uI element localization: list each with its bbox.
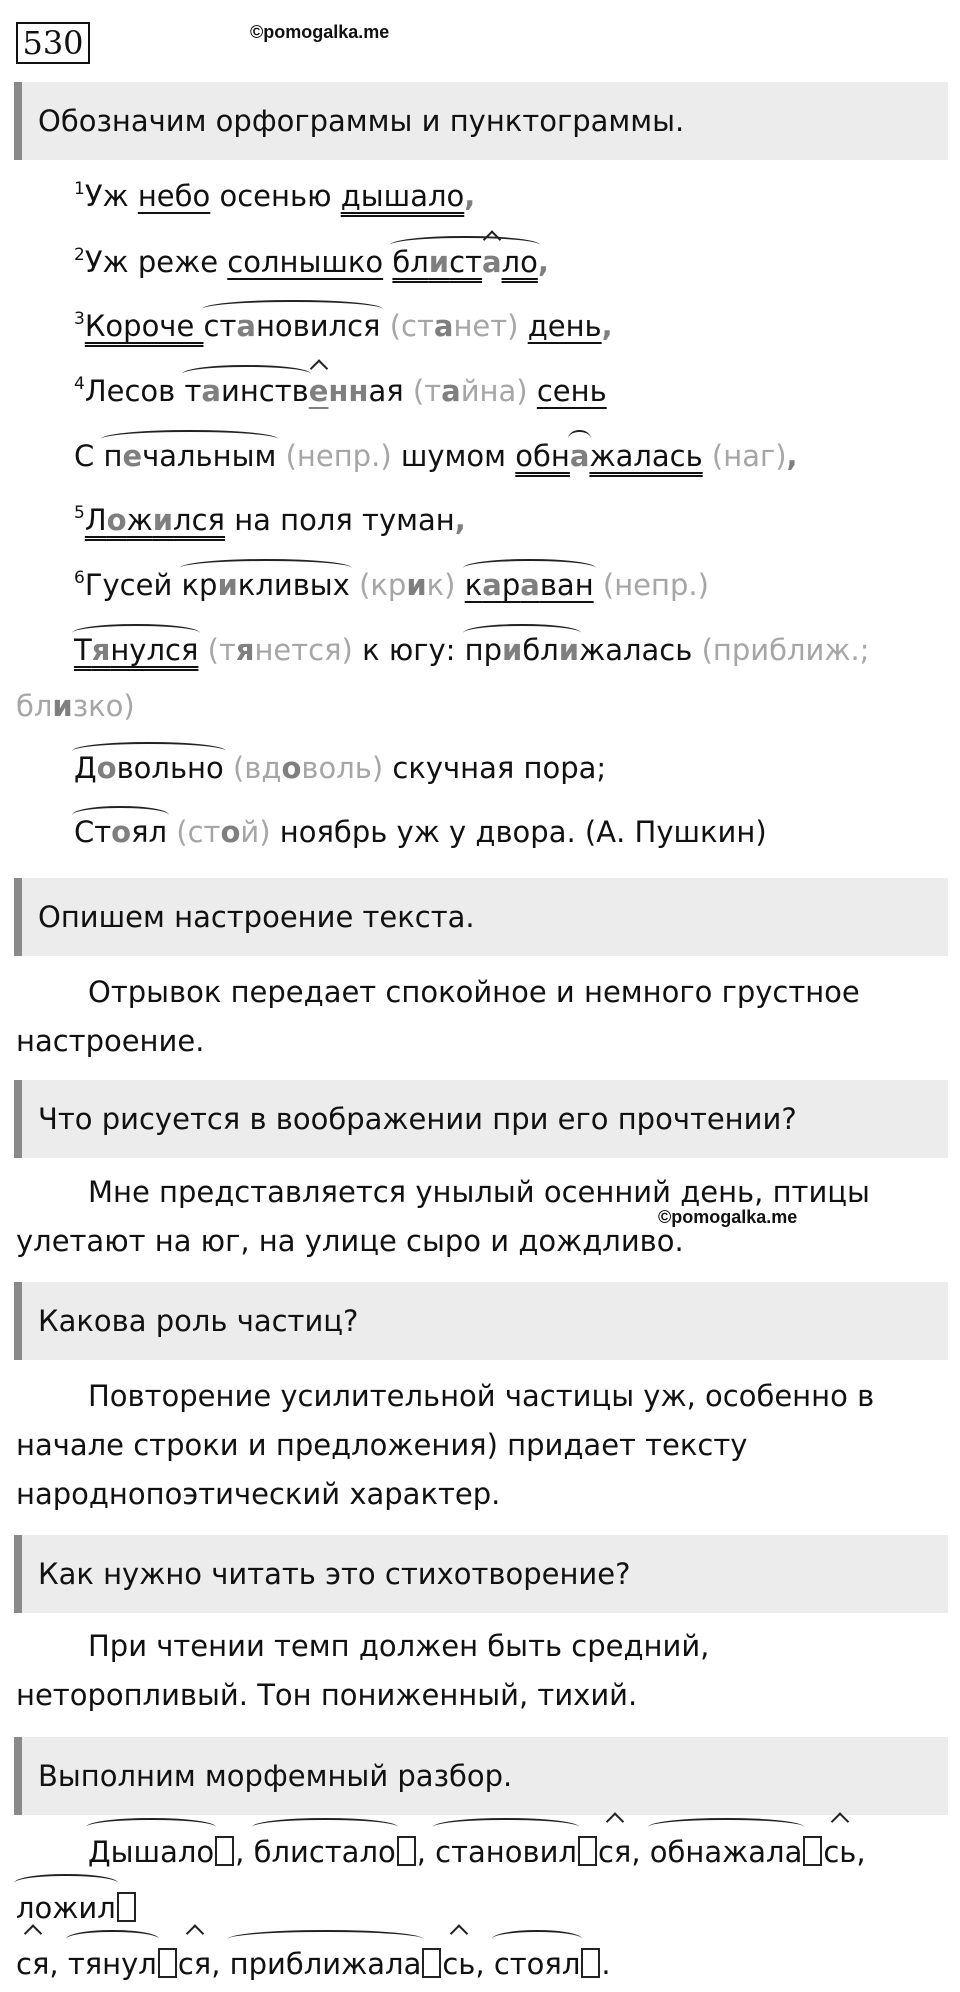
morph-word-2: блистало	[254, 1835, 417, 1869]
mood-paragraph: Отрывок передает спокойное и немного грустное настроение.	[16, 975, 860, 1058]
poem-line-8-cont: близко)	[16, 689, 135, 723]
morph-word-5-end: ся	[16, 1947, 49, 1981]
section-heading-particles: Какова роль частиц?	[14, 1282, 948, 1360]
ending-box	[581, 1948, 600, 1978]
poem-line-3: $^3$Короче становился (станет) день,	[74, 306, 613, 346]
ending-box	[578, 1836, 597, 1866]
poem-line-2: $^2$Уж реже солнышко блистало,	[74, 242, 549, 282]
morph-word-5: ложил	[16, 1891, 137, 1925]
ending-box	[215, 1836, 234, 1866]
poem-line-1: $^1$Уж небо осенью дышало,	[74, 179, 476, 213]
morph-word-4: обнажала сь	[650, 1835, 857, 1869]
morph-word-1: Дышало	[88, 1835, 235, 1869]
morph-word-3: становил ся	[435, 1835, 631, 1869]
poem-line-9: Довольно (вдоволь) скучная пора;	[74, 748, 606, 788]
ending-box	[803, 1836, 822, 1866]
ending-box	[397, 1836, 416, 1866]
poem-line-8: Тянулся (тянется) к югу: приближалась (приближ.;	[74, 630, 869, 670]
morph-word-6: тянул ся	[68, 1947, 211, 1981]
poem-line-6: $^5$Ложился на поля туман,	[74, 503, 466, 537]
task-number: 530	[16, 22, 90, 64]
morph-word-7: приближала сь	[230, 1947, 476, 1981]
section-heading-reading: Как нужно читать это стихотворение?	[14, 1535, 948, 1613]
particles-paragraph: Повторение усилительной частицы уж, особенно в начале строки и предложения) придает тексту народнопоэтический характер.	[16, 1379, 875, 1511]
section-heading-mood: Опишем настроение текста.	[14, 878, 948, 956]
reading-paragraph: При чтении темп должен быть средний, неторопливый. Тон пониженный, тихий.	[16, 1629, 710, 1712]
morph-word-8: стоял	[494, 1947, 602, 1981]
poem-line-10: Стоял (стой) ноябрь уж у двора. (А. Пушкин)	[74, 812, 767, 852]
ending-box	[422, 1948, 441, 1978]
ending-box	[158, 1948, 177, 1978]
section-heading-spelling: Обозначим орфограммы и пунктограммы.	[14, 82, 948, 160]
watermark-2: ©pomogalka.me	[658, 1207, 798, 1227]
ending-box	[117, 1892, 136, 1922]
watermark: ©pomogalka.me	[250, 22, 390, 42]
morphemic-analysis: Дышало , блистало , становил ся, обнажала сь, ложил ся, тянул ся, приближала сь, стоял .	[16, 1824, 956, 1992]
section-heading-imagination: Что рисуется в воображении при его прочтении?	[14, 1080, 948, 1158]
section-heading-morphemic: Выполним морфемный разбор.	[14, 1737, 948, 1815]
poem-line-5: С печальным (непр.) шумом обнажалась (наг),	[74, 436, 798, 476]
poem-line-4: $^4$Лесов таинственная (тайна) сень	[74, 371, 607, 411]
imagination-paragraph: Мне представляется унылый осенний день, птицы улетают на юг, на улице сыро и дождливо.	[16, 1175, 870, 1258]
poem-line-7: $^6$Гусей крикливых (крик) караван (непр.)	[74, 565, 709, 605]
